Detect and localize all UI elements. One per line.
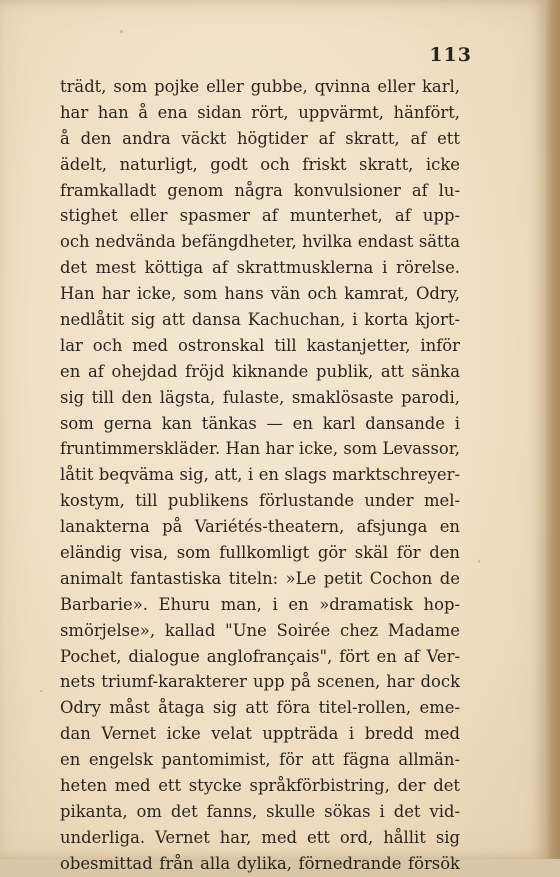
text-line: pikanta, om det fanns, skulle sökas i det vid- [60,801,460,821]
text-line: fruntimmerskläder. Han har icke, som Levassor, [60,439,460,459]
text-line: stighet eller spasmer af munterhet, af upp- [60,206,460,226]
text-line: heten med ett stycke språkförbistring, der det [60,776,460,796]
text-line: framkalladt genom några konvulsioner af lu- [60,180,460,200]
text-line: obesmittad från alla dylika, förnedrande försök [60,853,460,873]
text-line: låtit beqväma sig, att, i en slags marktschreyer- [60,465,460,485]
text-line: och nedvända befängdheter, hvilka endast sätta [60,232,460,252]
body-text [60,74,460,877]
text-line: animalt fantastiska titeln: »Le petit Cochon de [60,568,460,588]
text-line: ädelt, naturligt, godt och friskt skratt, icke [60,154,460,174]
text-line: en engelsk pantomimist, för att fägna allmän- [60,750,460,770]
text-line: Pochet, dialogue anglofrançais", fört en af Ver- [60,646,460,666]
text-line: eländig visa, som fullkomligt gör skäl för den [60,543,460,563]
page-number: 113 [429,44,472,66]
text-line: en af ohejdad fröjd kiknande publik, att sänka [60,361,460,381]
text-line: nets triumf-karakterer upp på scenen, har dock [60,672,460,692]
text-line: trädt, som pojke eller gubbe, qvinna eller karl, [60,77,460,96]
text-line: har han å ena sidan rört, uppvärmt, hänfört, [60,102,460,122]
paper-speck [120,30,123,33]
text-line: kostym, till publikens förlustande under mel- [60,491,460,511]
text-line: Odry måst åtaga sig att föra titel-rollen, eme- [60,698,460,718]
text-line: det mest köttiga af skrattmusklerna i rörelse. [60,258,460,278]
text-line: som gerna kan tänkas — en karl dansande i [60,413,460,433]
text-line: underliga. Vernet har, med ett ord, hållit sig [60,827,460,847]
paper-speck [40,690,43,692]
text-line: å den andra väckt högtider af skratt, af ett [60,128,460,148]
text-line: nedlåtit sig att dansa Kachuchan, i korta kjort- [60,310,460,330]
page-edge [546,0,560,859]
text-line: sig till den lägsta, fulaste, smaklösaste parodi, [60,387,460,407]
text-line: Barbarie». Ehuru man, i en »dramatisk hop- [60,594,460,614]
text-line: lar och med ostronskal till kastanjetter, inför [60,335,460,355]
paper-speck [478,560,480,563]
text-line: smörjelse», kallad "Une Soirée chez Madame [60,620,460,640]
text-line: dan Vernet icke velat uppträda i bredd med [60,724,460,744]
text-line: lanakterna på Variétés-theatern, afsjunga en [60,517,460,537]
text-line: Han har icke, som hans vän och kamrat, Odry, [60,284,460,304]
